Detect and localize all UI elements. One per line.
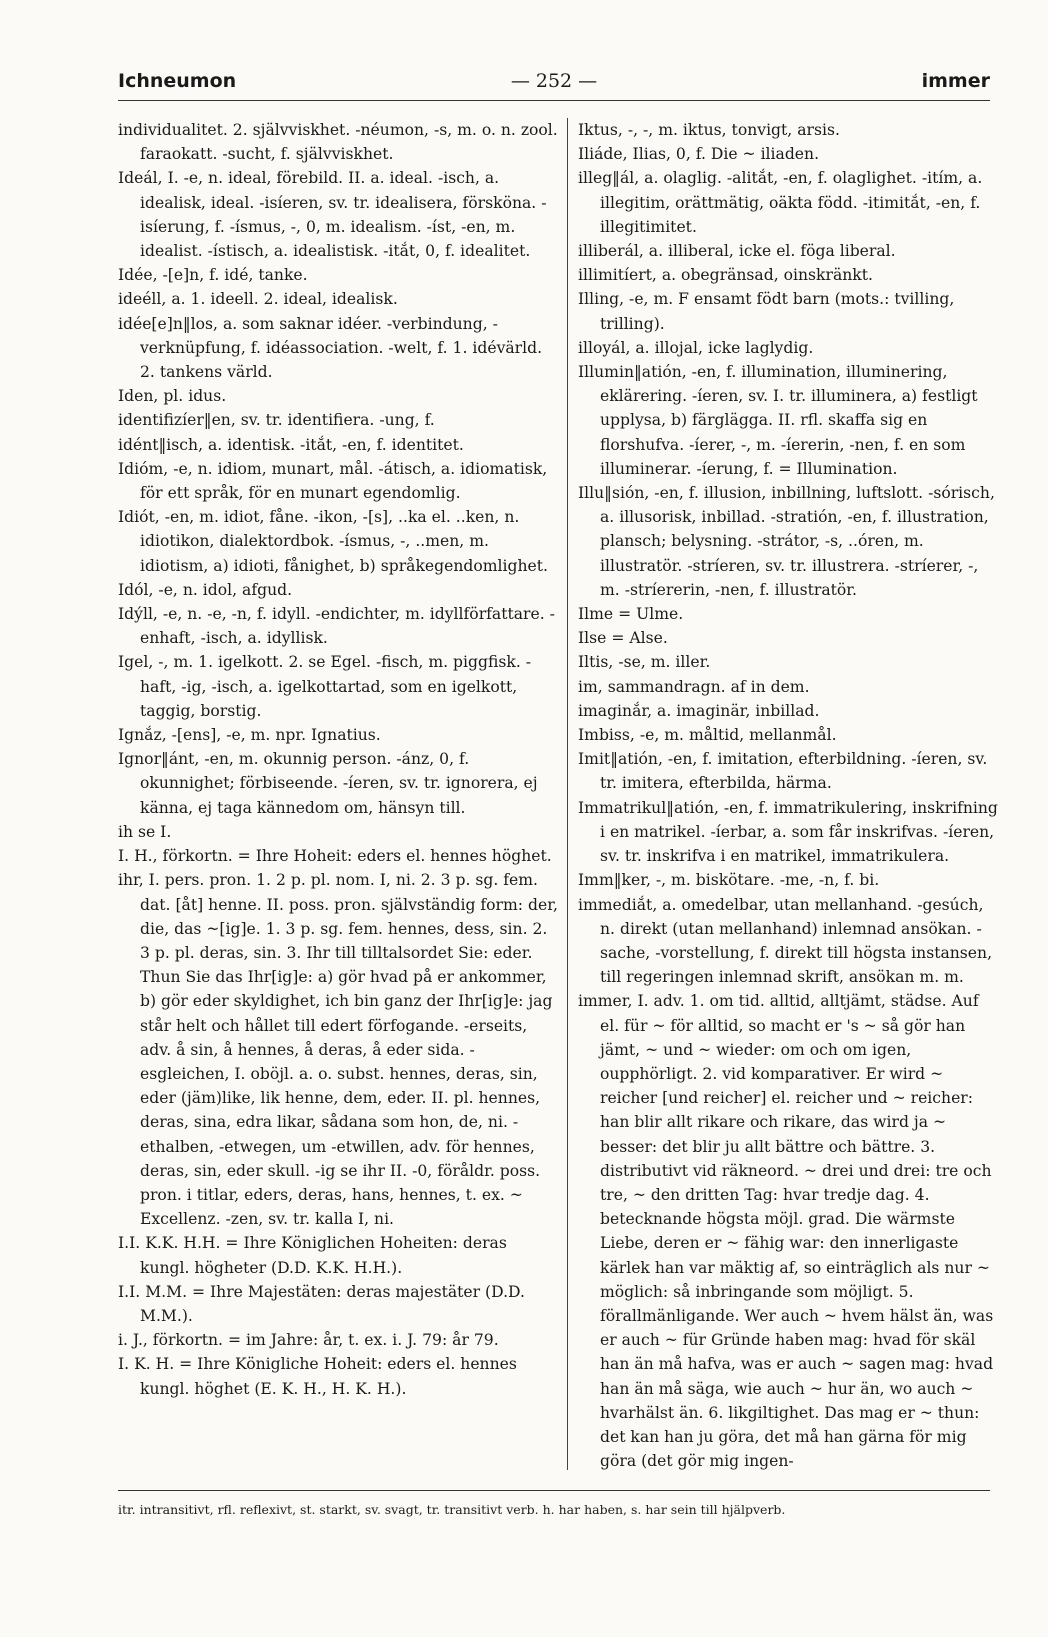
dictionary-entry: Iden, pl. idus.	[118, 387, 227, 406]
header-right-guideword: immer	[921, 70, 990, 92]
dictionary-entry: individualitet. 2. självviskhet. -néumon, -s, m. o. n. zool. faraokatt. -sucht, f. självviskhet.	[118, 121, 558, 164]
header-rule	[118, 100, 990, 101]
dictionary-entry: illiberál, a. illiberal, icke el. föga liberal.	[578, 242, 896, 261]
dictionary-entry: immediắt, a. omedelbar, utan mellanhand. -gesúch, n. direkt (utan mellanhand) inlemnad ansökan. -sache, -vorstellung, f. direkt till högsta instansen, till regeringen inlemnad skrift, ansökan m. m.	[578, 895, 993, 987]
dictionary-entry: Ignắz, -[ens], -e, m. npr. Ignatius.	[118, 726, 381, 745]
dictionary-entry: I.I. K.K. H.H. = Ihre Königlichen Hoheiten: deras kungl. högheter (D.D. K.K. H.H.).	[118, 1234, 507, 1277]
page-number: — 252 —	[510, 70, 598, 92]
dictionary-entry: Ilme = Ulme.	[578, 605, 684, 624]
dictionary-entry: imaginắr, a. imaginär, inbillad.	[578, 701, 820, 720]
dictionary-entry: Imbiss, -e, m. måltid, mellanmål.	[578, 726, 837, 745]
dictionary-entry: Iktus, -, -, m. iktus, tonvigt, arsis.	[578, 121, 840, 139]
left-column	[118, 118, 558, 1458]
dictionary-entry: Idól, -e, n. idol, afgud.	[118, 580, 293, 599]
dictionary-entry: Ideál, I. -e, n. ideal, förebild. II. a. ideal. -isch, a. idealisk, ideal. -isíeren, sv. tr. idealisera, försköna. -isíerung, f. -ísmus, -, 0, m. idealism. -íst, -en, m. idealist. -ístisch, a. idealistisk. -itắt, 0, f. idealitet.	[118, 169, 547, 261]
dictionary-entry: Immatrikul‖atión, -en, f. immatrikulering, inskrifning i en matrikel. -íerbar, a. som får inskrifvas. -íeren, sv. tr. inskrifva i en matrikel, immatrikulera.	[578, 798, 998, 866]
dictionary-entry: Idióm, -e, n. idiom, munart, mål. -átisch, a. idiomatisk, för ett språk, för en munart egendomlig.	[118, 459, 548, 503]
dictionary-entry: illimitíert, a. obegränsad, oinskränkt.	[578, 266, 873, 285]
dictionary-entry: I. K. H. = Ihre Königliche Hoheit: eders el. hennes kungl. höghet (E. K. H., H. K. H.).	[118, 1355, 517, 1398]
dictionary-entry: Idiót, -en, m. idiot, fåne. -ikon, -[s], ..ka el. ..ken, n. idiotikon, dialektordbok. -ísmus, -, ..men, m. idiotism, a) idioti, fånighet, b) språkegendomlighet.	[118, 508, 548, 575]
dictionary-entry: Illumin‖atión, -en, f. illumination, illuminering, eklärering. -íeren, sv. I. tr. illuminera, a) festligt upplysa, b) färglägga. II. rfl. skaffa sig en florshufva. -íerer, -, m. -íererin, -nen, f. en som illuminerar. -íerung, f. = Illumination.	[578, 363, 978, 478]
dictionary-entry: Iliáde, Ilias, 0, f. Die ~ iliaden.	[578, 145, 820, 164]
running-head	[118, 70, 990, 96]
dictionary-entry: ihr, I. pers. pron. 1. 2 p. pl. nom. I, ni. 2. 3 p. sg. fem. dat. [åt] henne. II. poss. pron. självständig form: der, die, das ~[ig]e. 1. 3 p. sg. fem. hennes, dess, sin. 2. 3 p. pl. deras, sin. 3. Ihr till tilltalsordet Sie: eder. Thun Sie das Ihr[ig]e: a) gör hvad på er ankommer, b) gör eder skyldighet, ich bin ganz der Ihr[ig]e: jag står helt och hållet till edert förfogande. -erseits, adv. å sin, å hennes, å deras, å eder sida. -esgleichen, I. oböjl. a. o. subst. hennes, deras, sin, eder (jäm)like, lik henne, dem, eder. II. pl. hennes, deras, sina, edra likar, sådana som hon, de, ni. -ethalben, -etwegen, um -etwillen, adv. för hennes, deras, sin, eder skull. -ig se ihr II. -0, föråldr. poss. pron. i titlar, eders, deras, hans, hennes, t. ex. ~ Excellenz. -zen, sv. tr. kalla I, ni.	[118, 871, 558, 1229]
header-left-guideword: Ichneumon	[118, 70, 237, 92]
dictionary-entry: Iltis, -se, m. iller.	[578, 653, 711, 672]
dictionary-entry: identifizíer‖en, sv. tr. identifiera. -ung, f.	[118, 411, 435, 430]
dictionary-entry: ih se I.	[118, 822, 172, 841]
dictionary-entry: idént‖isch, a. identisk. -itắt, -en, f. identitet.	[118, 435, 464, 454]
dictionary-entry: Ignor‖ánt, -en, m. okunnig person. -ánz, 0, f. okunnighet; förbiseende. -íeren, sv. tr. ignorera, ej känna, ej taga kännedom om, hänsyn till.	[118, 750, 538, 817]
dictionary-entry: illoyál, a. illojal, icke laglydig.	[578, 338, 814, 357]
dictionary-entry: im, sammandragn. af in dem.	[578, 677, 810, 696]
dictionary-entry: ideéll, a. 1. ideell. 2. ideal, idealisk.	[118, 290, 398, 309]
dictionary-entry: I. H., förkortn. = Ihre Hoheit: eders el. hennes höghet.	[118, 847, 552, 866]
dictionary-entry: Imit‖atión, -en, f. imitation, efterbildning. -íeren, sv. tr. imitera, efterbilda, härma.	[578, 750, 988, 793]
dictionary-entry: I.I. M.M. = Ihre Majestäten: deras majestäter (D.D. M.M.).	[118, 1282, 525, 1325]
dictionary-entry: Idýll, -e, n. -e, -n, f. idyll. -endichter, m. idyllförfattare. -enhaft, -isch, a. idyllisk.	[118, 605, 555, 648]
dictionary-entry: Imm‖ker, -, m. biskötare. -me, -n, f. bi.	[578, 871, 880, 890]
footer-rule	[118, 1490, 990, 1491]
right-column	[578, 118, 998, 1471]
dictionary-entry: idée[e]n‖los, a. som saknar idéer. -verbindung, -verknüpfung, f. idéassociation. -welt, f. 1. idévärld. 2. tankens värld.	[118, 314, 543, 382]
dictionary-entry: Illing, -e, m. F ensamt födt barn (mots.: tvilling, trilling).	[578, 290, 955, 333]
dictionary-entry: i. J., förkortn. = im Jahre: år, t. ex. i. J. 79: år 79.	[118, 1331, 499, 1350]
abbreviation-footer: itr. intransitivt, rfl. reflexivt, st. starkt, sv. svagt, tr. transitivt verb. h. har haben, s. har sein till hjälpverb.	[118, 1502, 786, 1517]
dictionary-entry: Igel, -, m. 1. igelkott. 2. se Egel. -fisch, m. piggfisk. -haft, -ig, -isch, a. igelkottartad, som en igelkott, taggig, borstig.	[118, 653, 532, 720]
dictionary-entry: Illu‖sión, -en, f. illusion, inbillning, luftslott. -sórisch, a. illusorisk, inbillad. -stratión, -en, f. illustration, plansch; belysning. -strátor, -s, ..óren, m. illustratör. -stríeren, sv. tr. illustrera. -stríerer, -, m. -stríererin, -nen, f. illustratör.	[578, 484, 995, 599]
column-divider	[567, 118, 568, 1470]
dictionary-entry: Ilse = Alse.	[578, 629, 668, 648]
dictionary-entry: Idée, -[e]n, f. idé, tanke.	[118, 266, 308, 285]
dictionary-entry: illeg‖ál, a. olaglig. -alitắt, -en, f. olaglighet. -itím, a. illegitim, orättmätig, oäkta född. -itimitắt, -en, f. illegitimitet.	[578, 169, 983, 236]
dictionary-entry: immer, I. adv. 1. om tid. alltid, alltjämt, städse. Auf el. für ~ för alltid, so macht er 's ~ så gör han jämt, ~ und ~ wieder: om och om igen, oupphörligt. 2. vid komparativer. Er wird ~ reicher [und reicher] el. reicher und ~ reicher: han blir allt rikare och rikare, das wird ja ~ besser: det blir ju allt bättre och bättre. 3. distributivt vid räkneord. ~ drei und drei: tre och tre, ~ den dritten Tag: hvar tredje dag. 4. betecknande högsta möjl. grad. Die wärmste Liebe, deren er ~ fähig war: den innerligaste kärlek han var mäktig af, so einträglich als nur ~ möglich: så inbringande som möjligt. 5. förallmänligande. Wer auch ~ hvem hälst än, was er auch ~ für Gründe haben mag: hvad för skäl han än må hafva, was er auch ~ sagen mag: hvad han än må säga, wie auch ~ hur än, wo auch ~ hvarhälst än. 6. likgiltighet. Das mag er ~ thun: det kan han ju göra, det må han gärna för mig göra (det gör mig ingen-	[578, 992, 994, 1471]
